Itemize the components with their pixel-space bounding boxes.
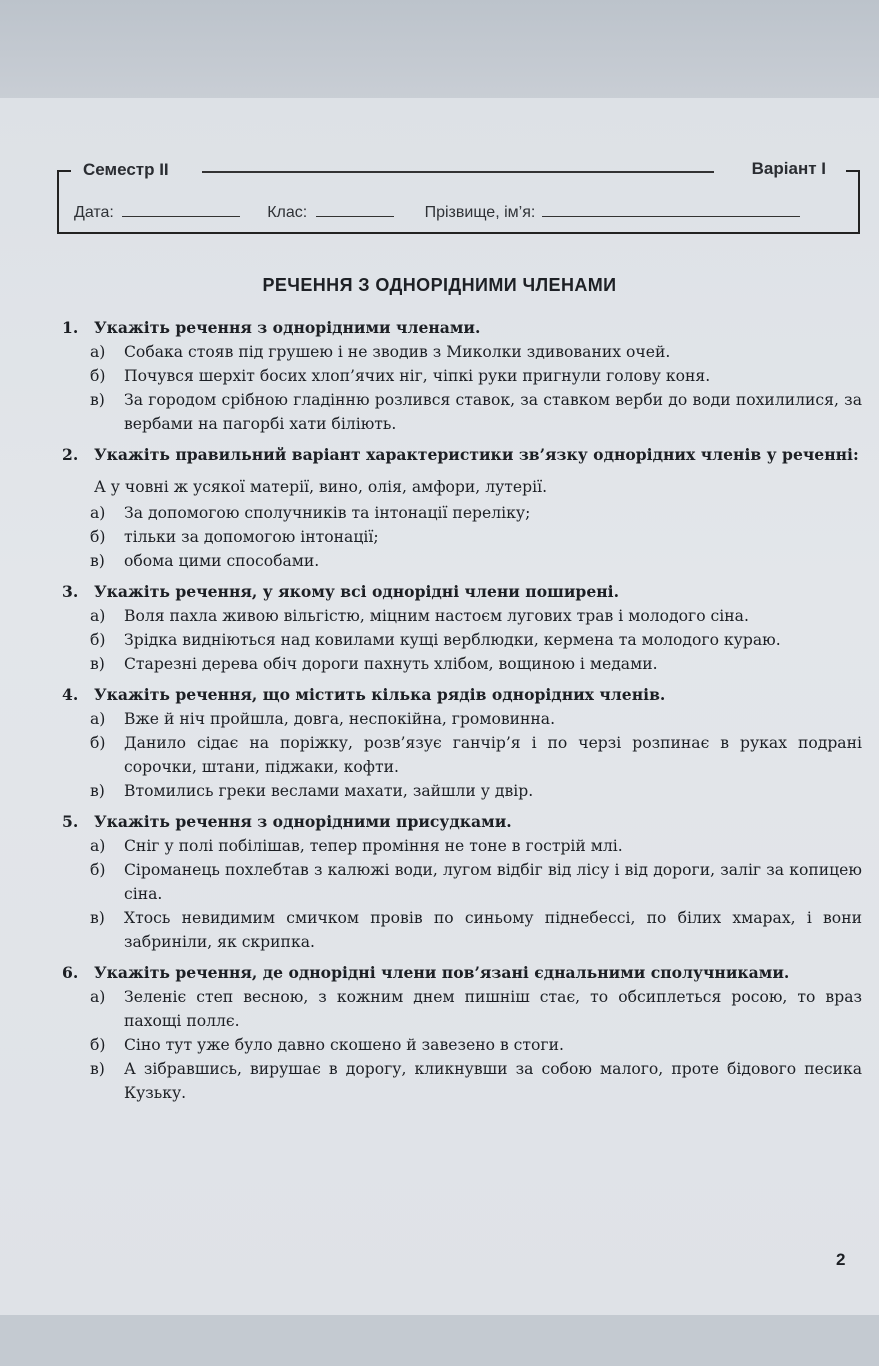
frame-left-corner [57, 170, 71, 172]
option-text: Сніг у полі побілішав, тепер проміння не тоне в гострій млі. [124, 837, 623, 855]
option-text: Вже й ніч пройшла, довга, неспокійна, громовинна. [124, 710, 556, 728]
option-letter: б) [90, 528, 106, 546]
option-letter: в) [90, 391, 105, 409]
option-text: Зеленіє степ весною, з кожним днем пишніш стає, то обсиплеться росою, то враз пахощі поллє. [124, 988, 862, 1030]
option-letter: а) [90, 343, 106, 361]
question-text: Укажіть речення з однорідними членами. [94, 318, 481, 337]
option-text: Старезні дерева обіч дороги пахнуть хлібом, вощиною і медами. [124, 655, 658, 673]
date-field[interactable] [122, 203, 240, 217]
option-letter: в) [90, 909, 105, 927]
option-text: Сіроманець похлебтав з калюжі води, лугом відбіг від лісу і від дороги, заліг за копицею сіна. [124, 861, 862, 903]
option-text: тільки за допомогою інтонації; [124, 528, 379, 546]
question-number: 5. [62, 812, 79, 831]
question-text: Укажіть речення, що містить кілька рядів однорідних членів. [94, 685, 666, 704]
question-text: Укажіть речення з однорідними присудками. [94, 812, 512, 831]
option-letter: а) [90, 504, 106, 522]
answer-option[interactable] [90, 1033, 862, 1057]
class-label: Клас: [267, 204, 308, 221]
header-frame [57, 156, 860, 234]
option-letter: б) [90, 734, 106, 752]
question-1 [62, 316, 862, 436]
question-text: Укажіть речення, де однорідні члени пов’язані єднальними сполучниками. [94, 963, 790, 982]
answer-option[interactable] [90, 364, 862, 388]
example-sentence: А у човні ж усякої матерії, вино, олія, амфори, лутерії. [94, 478, 548, 496]
answer-option[interactable] [90, 731, 862, 779]
questions-list [62, 316, 862, 1112]
option-text: За городом срібною гладінню розлився ставок, за ставком верби до води похилилися, за вербами на пагорбі хати біліють. [124, 391, 862, 433]
frame-right-edge [858, 170, 860, 234]
option-letter: в) [90, 552, 105, 570]
option-letter: б) [90, 1036, 106, 1054]
background-bottom [0, 1315, 879, 1366]
question-2 [62, 443, 862, 573]
question-prompt [62, 580, 862, 604]
date-label: Дата: [74, 204, 114, 221]
question-4 [62, 683, 862, 803]
option-text: За допомогою сполучників та інтонації переліку; [124, 504, 531, 522]
option-letter: а) [90, 710, 106, 728]
answer-option[interactable] [90, 628, 862, 652]
background-top [0, 0, 879, 100]
frame-left-edge [57, 170, 59, 234]
question-number: 6. [62, 963, 79, 982]
option-letter: б) [90, 861, 106, 879]
option-letter: а) [90, 988, 106, 1006]
answer-option[interactable] [90, 985, 862, 1033]
option-text: А зібравшись, вирушає в дорогу, кликнувши за собою малого, проте бідового песика Кузьку. [124, 1060, 862, 1102]
semester-divider [202, 171, 714, 173]
frame-right-corner [846, 170, 860, 172]
option-letter: в) [90, 782, 105, 800]
frame-bottom-edge [57, 232, 860, 234]
question-number: 1. [62, 318, 79, 337]
answer-option[interactable] [90, 707, 862, 731]
page-title: РЕЧЕННЯ З ОДНОРІДНИМИ ЧЛЕНАМИ [262, 275, 617, 295]
variant-label: Варіант I [751, 159, 826, 178]
question-6 [62, 961, 862, 1105]
option-text: Хтось невидимим смичком провів по синьому піднебессі, по білих хмарах, і вони забриніли, як скрипка. [124, 909, 862, 951]
option-text: Почувся шерхіт босих хлоп’ячих ніг, чіпкі руки пригнули голову коня. [124, 367, 711, 385]
option-letter: б) [90, 631, 106, 649]
answer-option[interactable] [90, 604, 862, 628]
option-text: Зрідка видніються над ковилами кущі верблюдки, кермена та молодого кураю. [124, 631, 781, 649]
question-text: Укажіть правильний варіант характеристики зв’язку однорідних членів у реченні: [94, 445, 859, 464]
option-text: Данило сідає на поріжку, розв’язує ганчір’я і по черзі розпинає в руках подрані сорочки, штани, піджаки, кофти. [124, 734, 862, 776]
question-prompt [62, 961, 862, 985]
answer-option[interactable] [90, 906, 862, 954]
option-text: Сіно тут уже було давно скошено й завезено в стоги. [124, 1036, 564, 1054]
option-letter: в) [90, 655, 105, 673]
option-text: Собака стояв під грушею і не зводив з Миколки здивованих очей. [124, 343, 671, 361]
question-5 [62, 810, 862, 954]
name-field[interactable] [542, 203, 800, 217]
answer-option[interactable] [90, 858, 862, 906]
name-label: Прізвище, ім’я: [424, 204, 536, 221]
question-number: 3. [62, 582, 79, 601]
answer-option[interactable] [90, 525, 862, 549]
question-prompt [62, 683, 862, 707]
student-fields [74, 203, 800, 222]
question-3 [62, 580, 862, 676]
answer-option[interactable] [90, 388, 862, 436]
question-text: Укажіть речення, у якому всі однорідні члени поширені. [94, 582, 620, 601]
option-text: Втомились греки веслами махати, зайшли у двір. [124, 782, 534, 800]
answer-option[interactable] [90, 1057, 862, 1105]
answer-option[interactable] [90, 779, 862, 803]
question-prompt [62, 810, 862, 834]
question-prompt [62, 316, 862, 340]
semester-label: Семестр II [83, 160, 169, 179]
option-text: обома цими способами. [124, 552, 320, 570]
answer-option[interactable] [90, 549, 862, 573]
answer-option[interactable] [90, 501, 862, 525]
question-prompt [62, 443, 862, 467]
option-letter: а) [90, 607, 106, 625]
class-field[interactable] [316, 203, 394, 217]
option-letter: а) [90, 837, 106, 855]
answer-option[interactable] [90, 834, 862, 858]
answer-option[interactable] [90, 340, 862, 364]
question-number: 4. [62, 685, 79, 704]
option-text: Воля пахла живою вільгістю, міцним настоєм лугових трав і молодого сіна. [124, 607, 749, 625]
question-number: 2. [62, 445, 79, 464]
option-letter: б) [90, 367, 106, 385]
answer-option[interactable] [90, 652, 862, 676]
page-number: 2 [836, 1250, 846, 1269]
option-letter: в) [90, 1060, 105, 1078]
